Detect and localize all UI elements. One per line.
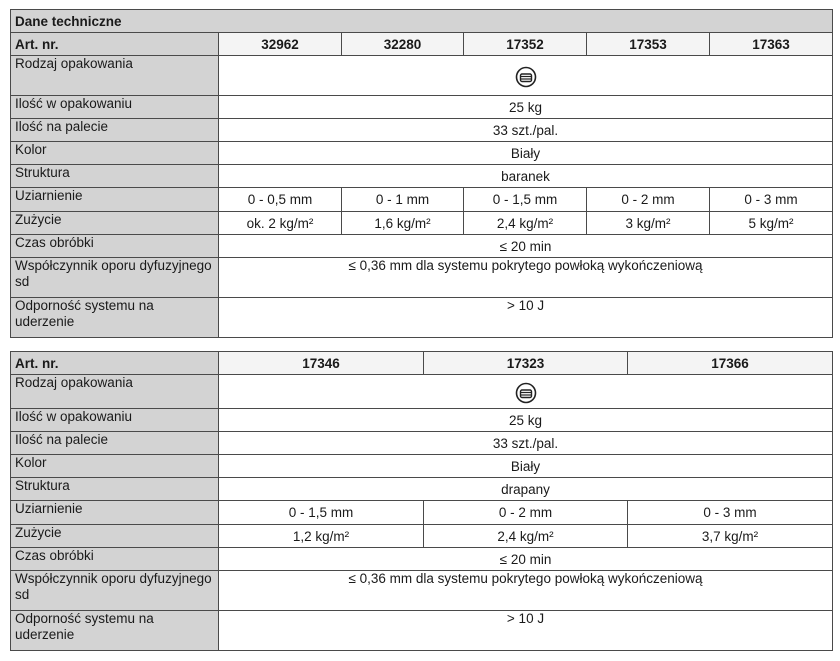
value-cell: 0 - 1,5 mm [464, 188, 587, 212]
art-nr-label: Art. nr. [11, 352, 219, 375]
row-label: Odporność systemu na uderzenie [11, 611, 219, 651]
article-number: 17346 [219, 352, 424, 375]
value-cell: 33 szt./pal. [219, 119, 833, 142]
value-cell: ≤ 20 min [219, 548, 833, 571]
qty-per-pallet-row [11, 119, 833, 142]
row-label: Ilość na palecie [11, 432, 219, 455]
header-row [11, 352, 833, 375]
value-cell: Biały [219, 142, 833, 165]
article-number: 17363 [710, 33, 833, 56]
value-cell: 1,2 kg/m² [219, 525, 424, 548]
value-cell: 3 kg/m² [587, 212, 710, 235]
row-label: Rodzaj opakowania [11, 56, 219, 96]
consumption-row [11, 212, 833, 235]
value-cell: 3,7 kg/m² [628, 525, 833, 548]
value-cell: 1,6 kg/m² [342, 212, 464, 235]
packaging-type-row [11, 375, 833, 409]
qty-per-pallet-row [11, 432, 833, 455]
consumption-row [11, 525, 833, 548]
value-cell: 0 - 0,5 mm [219, 188, 342, 212]
value-cell: 25 kg [219, 96, 833, 119]
value-cell: 25 kg [219, 409, 833, 432]
article-number: 17323 [424, 352, 628, 375]
article-number: 32962 [219, 33, 342, 56]
grain-row [11, 188, 833, 212]
value-cell: baranek [219, 165, 833, 188]
value-cell: 0 - 3 mm [710, 188, 833, 212]
packaging-type-row [11, 56, 833, 96]
row-label: Zużycie [11, 212, 219, 235]
article-number: 32280 [342, 33, 464, 56]
art-nr-label: Art. nr. [11, 33, 219, 56]
color-row [11, 142, 833, 165]
value-cell: 0 - 2 mm [424, 501, 628, 525]
bucket-icon [515, 66, 537, 88]
diffusion-row [11, 258, 833, 298]
row-label: Uziarnienie [11, 501, 219, 525]
value-cell: 0 - 3 mm [628, 501, 833, 525]
value-cell: 0 - 1 mm [342, 188, 464, 212]
row-label: Współczynnik oporu dyfuzyjnego sd [11, 258, 219, 298]
row-label: Ilość na palecie [11, 119, 219, 142]
header-row [11, 33, 833, 56]
technical-data-table-1 [10, 9, 833, 338]
color-row [11, 455, 833, 478]
row-label: Odporność systemu na uderzenie [11, 298, 219, 338]
value-cell: > 10 J [219, 611, 833, 651]
row-label: Czas obróbki [11, 235, 219, 258]
working-time-row [11, 548, 833, 571]
article-number: 17352 [464, 33, 587, 56]
row-label: Struktura [11, 165, 219, 188]
value-cell: 2,4 kg/m² [464, 212, 587, 235]
row-label: Współczynnik oporu dyfuzyjnego sd [11, 571, 219, 611]
table-caption: Dane techniczne [11, 10, 833, 33]
technical-data-table-2 [10, 351, 833, 651]
value-cell: ≤ 0,36 mm dla systemu pokrytego powłoką wykończeniową [219, 258, 833, 298]
row-label: Ilość w opakowaniu [11, 96, 219, 119]
value-cell: ok. 2 kg/m² [219, 212, 342, 235]
row-label: Ilość w opakowaniu [11, 409, 219, 432]
row-label: Uziarnienie [11, 188, 219, 212]
value-cell: 0 - 2 mm [587, 188, 710, 212]
row-label: Kolor [11, 142, 219, 165]
row-label: Zużycie [11, 525, 219, 548]
article-number: 17366 [628, 352, 833, 375]
value-cell: 33 szt./pal. [219, 432, 833, 455]
row-label: Kolor [11, 455, 219, 478]
value-cell: ≤ 20 min [219, 235, 833, 258]
impact-row [11, 611, 833, 651]
article-number: 17353 [587, 33, 710, 56]
structure-row [11, 165, 833, 188]
impact-row [11, 298, 833, 338]
grain-row [11, 501, 833, 525]
value-cell: Biały [219, 455, 833, 478]
qty-per-pack-row [11, 96, 833, 119]
diffusion-row [11, 571, 833, 611]
value-cell: 2,4 kg/m² [424, 525, 628, 548]
structure-row [11, 478, 833, 501]
value-cell: 5 kg/m² [710, 212, 833, 235]
value-cell: 0 - 1,5 mm [219, 501, 424, 525]
row-label: Rodzaj opakowania [11, 375, 219, 409]
bucket-icon [515, 382, 537, 404]
working-time-row [11, 235, 833, 258]
value-cell: > 10 J [219, 298, 833, 338]
value-cell: drapany [219, 478, 833, 501]
row-label: Czas obróbki [11, 548, 219, 571]
row-label: Struktura [11, 478, 219, 501]
value-cell: ≤ 0,36 mm dla systemu pokrytego powłoką wykończeniową [219, 571, 833, 611]
qty-per-pack-row [11, 409, 833, 432]
